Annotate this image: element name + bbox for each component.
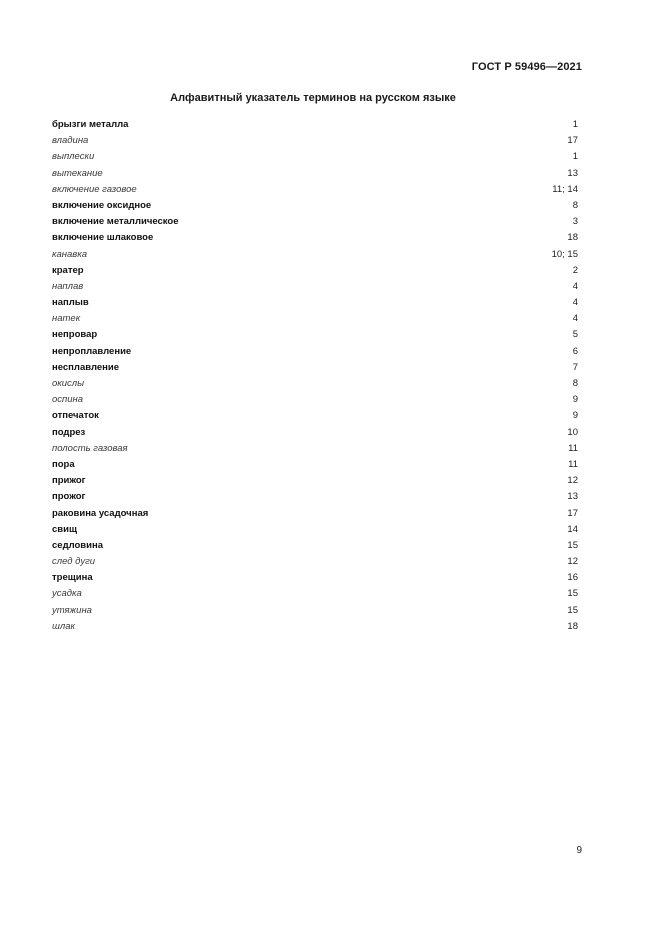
index-term: несплавление xyxy=(52,361,120,373)
index-entry xyxy=(52,538,578,554)
index-term-ref: 11 xyxy=(568,442,578,454)
index-entry xyxy=(52,603,578,619)
index-term: включение металлическое xyxy=(52,216,179,228)
index-term-ref: 11; 14 xyxy=(552,183,578,195)
index-term-ref: 6 xyxy=(572,345,578,357)
index-term-ref: 7 xyxy=(572,361,578,373)
index-term-ref: 15 xyxy=(567,604,578,616)
index-term: выплески xyxy=(52,151,95,163)
index-term-ref: 9 xyxy=(572,394,578,406)
index-term-ref: 17 xyxy=(567,135,578,147)
index-entry xyxy=(52,473,578,489)
index-term-ref: 15 xyxy=(567,539,578,551)
index-term: подрез xyxy=(52,426,86,438)
index-entry xyxy=(52,392,578,408)
index-term: пора xyxy=(52,458,75,470)
index-term-ref: 15 xyxy=(567,588,578,600)
index-term-ref: 9 xyxy=(572,410,578,422)
index-term-ref: 13 xyxy=(567,491,578,503)
index-entry xyxy=(52,117,578,133)
index-entry xyxy=(52,441,578,457)
index-term-ref: 1 xyxy=(572,119,578,130)
index-term-ref: 13 xyxy=(567,167,578,179)
index-entry xyxy=(52,263,578,279)
index-entry xyxy=(52,619,578,635)
index-term-ref: 4 xyxy=(572,280,578,292)
index-entry xyxy=(52,149,578,165)
index-entry xyxy=(52,457,578,473)
index-term-ref: 17 xyxy=(567,507,578,519)
index-term: кратер xyxy=(52,264,84,276)
index-entry xyxy=(52,522,578,538)
index-term: свищ xyxy=(52,523,77,535)
index-term-ref: 12 xyxy=(567,556,578,568)
index-entry xyxy=(52,586,578,602)
index-term: окислы xyxy=(52,378,85,389)
document-code: ГОСТ Р 59496—2021 xyxy=(471,61,582,73)
index-term: утяжина xyxy=(52,604,92,616)
index-entry xyxy=(52,214,578,230)
index-term: владина xyxy=(52,135,89,147)
index-term: усадка xyxy=(52,588,82,600)
index-term-ref: 8 xyxy=(572,199,578,211)
index-entry xyxy=(52,360,578,376)
index-entry xyxy=(52,376,578,392)
index-term-ref: 16 xyxy=(567,572,578,584)
index-term: непровар xyxy=(52,329,98,341)
index-term-ref: 10 xyxy=(567,426,578,438)
index-entry xyxy=(52,570,578,586)
index-term: трещина xyxy=(52,572,93,584)
index-term: натек xyxy=(52,313,81,325)
index-term-ref: 8 xyxy=(572,378,578,389)
index-term-ref: 10; 15 xyxy=(551,248,578,260)
index-term-ref: 5 xyxy=(572,329,578,341)
index-term-ref: 2 xyxy=(572,264,578,276)
index-entry xyxy=(52,133,578,149)
index-entry xyxy=(52,554,578,570)
index-term-ref: 3 xyxy=(572,216,578,228)
page-number: 9 xyxy=(576,845,582,856)
index-term-ref: 14 xyxy=(567,523,578,535)
index-term: канавка xyxy=(52,248,88,260)
index-term: прожог xyxy=(52,491,86,503)
index-term-ref: 4 xyxy=(572,313,578,325)
term-index-list xyxy=(52,117,578,635)
index-entry xyxy=(52,279,578,295)
index-term: раковина усадочная xyxy=(52,507,149,519)
index-title: Алфавитный указатель терминов на русском языке xyxy=(170,92,456,104)
index-term: включение газовое xyxy=(52,183,137,195)
index-term-ref: 12 xyxy=(567,475,578,487)
index-term: отпечаток xyxy=(52,410,99,422)
index-term: полость газовая xyxy=(52,442,128,454)
index-entry xyxy=(52,425,578,441)
index-term: наплыв xyxy=(52,297,89,309)
index-entry xyxy=(52,295,578,311)
index-entry xyxy=(52,311,578,327)
index-entry xyxy=(52,489,578,505)
index-entry xyxy=(52,408,578,424)
index-term-ref: 18 xyxy=(567,232,578,244)
index-term-ref: 18 xyxy=(567,620,578,632)
index-term: непроплавление xyxy=(52,345,132,357)
index-term-ref: 1 xyxy=(572,151,578,163)
index-term: наплав xyxy=(52,280,84,292)
index-entry xyxy=(52,506,578,522)
index-term: включение оксидное xyxy=(52,199,152,211)
index-term-ref: 4 xyxy=(572,297,578,309)
index-term: прижог xyxy=(52,475,86,487)
index-term: вытекание xyxy=(52,167,103,179)
index-term-ref: 11 xyxy=(568,458,578,470)
index-term: шлак xyxy=(52,620,76,632)
index-entry xyxy=(52,247,578,263)
index-entry xyxy=(52,344,578,360)
index-term: включение шлаковое xyxy=(52,232,154,244)
index-entry xyxy=(52,230,578,246)
index-term: след дуги xyxy=(52,556,96,568)
index-entry xyxy=(52,198,578,214)
index-entry xyxy=(52,166,578,182)
index-entry xyxy=(52,327,578,343)
index-entry xyxy=(52,182,578,198)
index-term: брызги металла xyxy=(52,119,129,130)
index-term: оспина xyxy=(52,394,84,406)
index-term: седловина xyxy=(52,539,104,551)
